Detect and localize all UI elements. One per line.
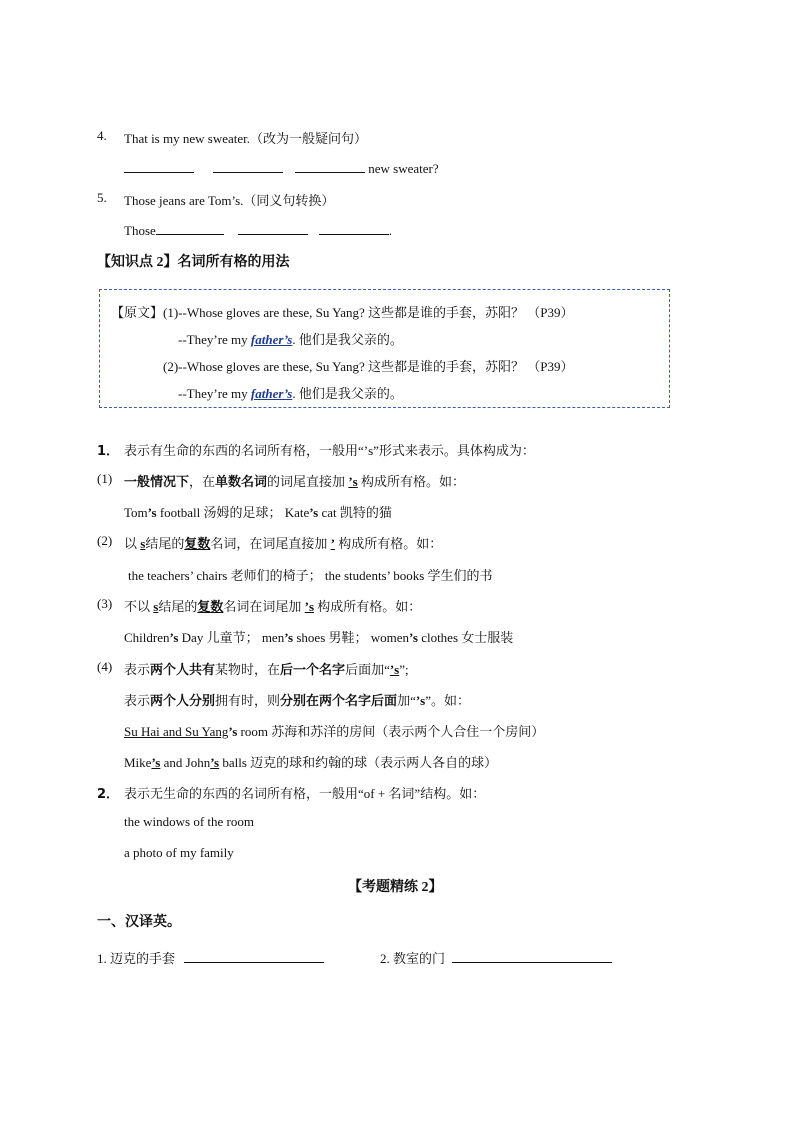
section-heading: 一、汉译英。 (97, 915, 181, 930)
text: Children (124, 630, 170, 645)
dialog-text: --They’re my (178, 386, 251, 401)
text: cat 凯特的猫 (318, 505, 392, 520)
emphasis: 两个人共有 (150, 662, 216, 677)
text: 的词尾直接加 (267, 474, 349, 489)
emphasis: 单数名词 (215, 474, 268, 489)
rule-1-text (124, 471, 465, 490)
text: 表示 (124, 693, 151, 708)
translate-item-1 (97, 948, 324, 967)
text: Tom (124, 505, 148, 520)
rule-1-number: (1) (97, 471, 113, 486)
emphasis: ’s (151, 755, 161, 770)
emphasis: ’s (169, 630, 179, 645)
rule-1-example (124, 502, 392, 521)
text: ”。如： (425, 693, 471, 708)
rule-3-number: (3) (97, 596, 113, 611)
emphasis: ’s (210, 755, 220, 770)
text: room 苏海和苏洋的房间（表示两个人合住一个房间） (237, 724, 545, 739)
answer-tail: new sweater? (368, 161, 439, 176)
text: Su Hai and Su Yang (124, 724, 229, 739)
question-4-answer-line (124, 159, 439, 177)
emphasis: ’s (389, 662, 400, 677)
rule-4-example-2 (124, 752, 497, 771)
text: shoes 男鞋； women (293, 630, 410, 645)
point-2-example-2: a photo of my family (124, 845, 234, 860)
emphasis: ’s (309, 505, 319, 520)
answer-end: . (388, 223, 393, 238)
dialog-text: . 他们是我父亲的。 (292, 332, 403, 347)
emphasis: ’s (284, 630, 294, 645)
point-1-number: 1． (97, 444, 120, 459)
answer-blank[interactable] (156, 221, 224, 235)
text: and John (160, 755, 211, 770)
dialog-text: . 他们是我父亲的。 (292, 386, 403, 401)
emphasis: s (153, 599, 159, 614)
rule-3-text (124, 596, 421, 615)
text: Mike (124, 755, 152, 770)
original-line-2b (178, 383, 403, 402)
text: 以 (124, 536, 141, 551)
answer-blank[interactable] (452, 949, 612, 963)
text: ，在 (189, 474, 216, 489)
point-1-text: 表示有生命的东西的名词所有格，一般用“’s”形式来表示。具体构成为： (124, 443, 535, 458)
text: 加“ (397, 693, 416, 708)
emphasis: ’ (330, 536, 335, 551)
original-line-2a: (2)--Whose gloves are these, Su Yang? 这些都是谁的手套，苏阳？ （P39） (163, 359, 574, 374)
emphasis: ’s (228, 724, 238, 739)
text: 不以 (124, 599, 154, 614)
text: 表示 (124, 662, 151, 677)
item-number: 1. (97, 951, 107, 966)
answer-blank[interactable] (319, 221, 389, 235)
rule-2-number: (2) (97, 533, 113, 548)
emphasis: ’s (348, 474, 358, 489)
original-line-1a: (1)--Whose gloves are these, Su Yang? 这些都是谁的手套，苏阳？ （P39） (163, 305, 574, 320)
text: Day 儿童节； men (178, 630, 285, 645)
original-line-1b (178, 329, 403, 348)
emphasis: ’s (147, 505, 157, 520)
answer-blank[interactable] (213, 159, 283, 173)
item-number: 2. (380, 951, 390, 966)
rule-2-example: the teachers’ chairs 老师们的椅子； the students’ books 学生们的书 (128, 568, 493, 583)
emphasis: 两个人分别 (150, 693, 216, 708)
rule-4-example-1 (124, 721, 544, 740)
text: 结尾的 (145, 536, 185, 551)
point-2-example-1: the windows of the room (124, 814, 254, 829)
text: 拥有时，则 (215, 693, 281, 708)
emphasis: ’s (409, 630, 418, 645)
answer-blank[interactable] (184, 949, 324, 963)
text: 名词在词尾加 (223, 599, 305, 614)
text: clothes 女士服装 (417, 630, 514, 645)
rule-4-text-b (124, 690, 470, 709)
practice-title: 【考题精练 2】 (348, 880, 443, 895)
text: 构成所有格。如： (357, 474, 465, 489)
question-4 (97, 128, 107, 144)
answer-lead: Those (124, 223, 156, 238)
rule-3-example (124, 627, 513, 646)
emphasis: ’s (415, 693, 426, 708)
rule-4-number: (4) (97, 659, 113, 674)
translate-item-2 (380, 948, 612, 967)
answer-blank[interactable] (124, 159, 194, 173)
text: 构成所有格。如： (334, 536, 443, 551)
question-4-text: That is my new sweater.（改为一般疑问句） (124, 131, 367, 146)
question-5-number: 5. (97, 190, 107, 205)
point-2-number: 2． (97, 787, 120, 802)
rule-4-text (124, 659, 409, 678)
keyword: father’s (250, 386, 293, 401)
text: 后面加“ (345, 662, 390, 677)
item-text: 教室的门 (389, 951, 446, 966)
emphasis: 后一个名字 (280, 662, 346, 677)
text: 结尾的 (158, 599, 198, 614)
text: 某物时，在 (215, 662, 281, 677)
emphasis: s (140, 536, 146, 551)
dialog-text: --They’re my (178, 332, 251, 347)
answer-blank[interactable] (238, 221, 308, 235)
text: 名词，在词尾直接加 (210, 536, 331, 551)
section-title: 【知识点 2】名词所有格的用法 (97, 255, 290, 270)
question-5-answer-line (124, 221, 392, 239)
text: ”; (399, 662, 409, 677)
question-number: 4. (97, 128, 107, 143)
text: 构成所有格。如： (314, 599, 422, 614)
point-2-text: 表示无生命的东西的名词所有格，一般用“of + 名词”结构。如： (124, 786, 486, 801)
question-5-text: Those jeans are Tom’s.（同义句转换） (124, 193, 335, 208)
keyword: father’s (250, 332, 293, 347)
emphasis: 一般情况下 (124, 474, 190, 489)
answer-blank[interactable] (295, 159, 365, 173)
emphasis: 复数 (184, 536, 211, 551)
rule-2-text (124, 533, 442, 552)
text: balls 迈克的球和约翰的球（表示两人各自的球） (219, 755, 498, 770)
emphasis: 分别在两个名字后面 (280, 693, 398, 708)
item-text: 迈克的手套 (106, 951, 176, 966)
text: football 汤姆的足球； Kate (156, 505, 310, 520)
emphasis: 复数 (197, 599, 224, 614)
original-label: 【原文】 (111, 305, 164, 320)
emphasis: ’s (304, 599, 315, 614)
